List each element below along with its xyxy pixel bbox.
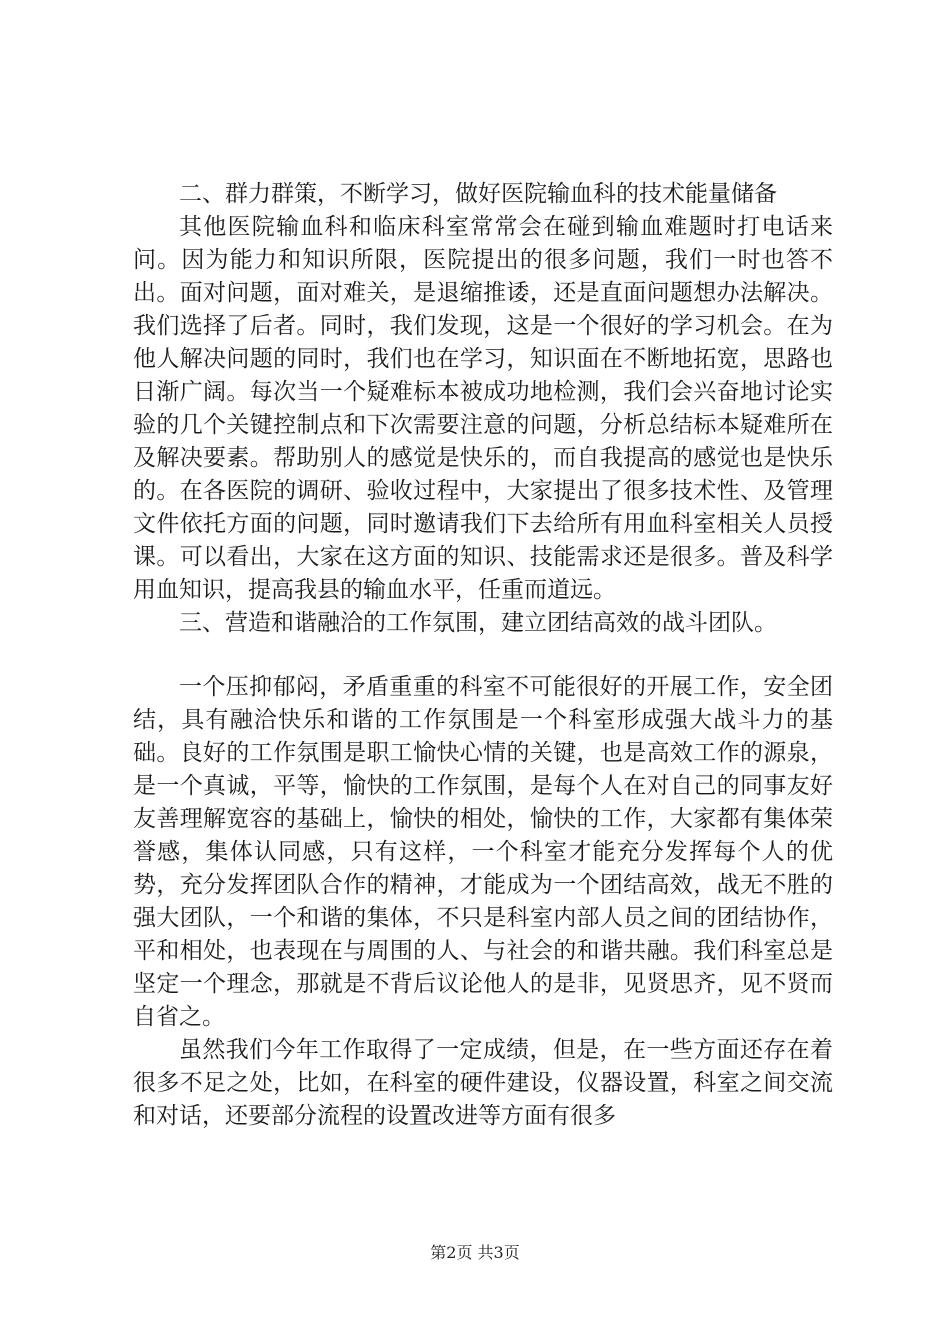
page-number-footer: 第2页 共3页 [430, 1243, 520, 1262]
section-heading-2: 二、群力群策，不断学习，做好医院输血科的技术能量储备 [179, 181, 777, 207]
body-paragraph: 虽然我们今年工作取得了一定成绩，但是，在一些方面还存在着很多不足之处，比如，在科室的硬件建设，仪器设置，科室之间交流和对话，还要部分流程的设置改进等方面有很多 [133, 1037, 833, 1129]
body-paragraph: 一个压抑郁闷，矛盾重重的科室不可能很好的开展工作，安全团结，具有融洽快乐和谐的工作氛围是一个科室形成强大战斗力的基础。良好的工作氛围是职工愉快心情的关键，也是高效工作的源泉，是一个真诚，平等，愉快的工作氛围，是每个人在对自己的同事友好友善理解宽容的基础上，愉快的相处，愉快的工作，大家都有集体荣誉感，集体认同感，只有这样，一个科室才能充分发挥每个人的优势，充分发挥团队合作的精神，才能成为一个团结高效，战无不胜的强大团队，一个和谐的集体，不只是科室内部人员之间的团结协作，平和相处，也表现在与周围的人、与社会的和谐共融。我们科室总是坚定一个理念，那就是不背后议论他人的是非，见贤思齐，见不贤而自省之。 [133, 674, 833, 1030]
document-body [133, 178, 833, 1133]
section-heading-3: 三、营造和谐融洽的工作氛围，建立团结高效的战斗团队。 [179, 610, 777, 636]
body-paragraph: 其他医院输血科和临床科室常常会在碰到输血难题时打电话来问。因为能力和知识所限，医院提出的很多问题，我们一时也答不出。面对问题，面对难关，是退缩推诿，还是直面问题想办法解决。我们选择了后者。同时，我们发现，这是一个很好的学习机会。在为他人解决问题的同时，我们也在学习，知识面在不断地拓宽，思路也日渐广阔。每次当一个疑难标本被成功地检测，我们会兴奋地讨论实验的几个关键控制点和下次需要注意的问题，分析总结标本疑难所在及解决要素。帮助别人的感觉是快乐的，而自我提高的感觉也是快乐的。在各医院的调研、验收过程中，大家提出了很多技术性、及管理文件依托方面的问题，同时邀请我们下去给所有用血科室相关人员授课。可以看出，大家在这方面的知识、技能需求还是很多。普及科学用血知识，提高我县的输血水平，任重而道远。 [133, 214, 833, 603]
